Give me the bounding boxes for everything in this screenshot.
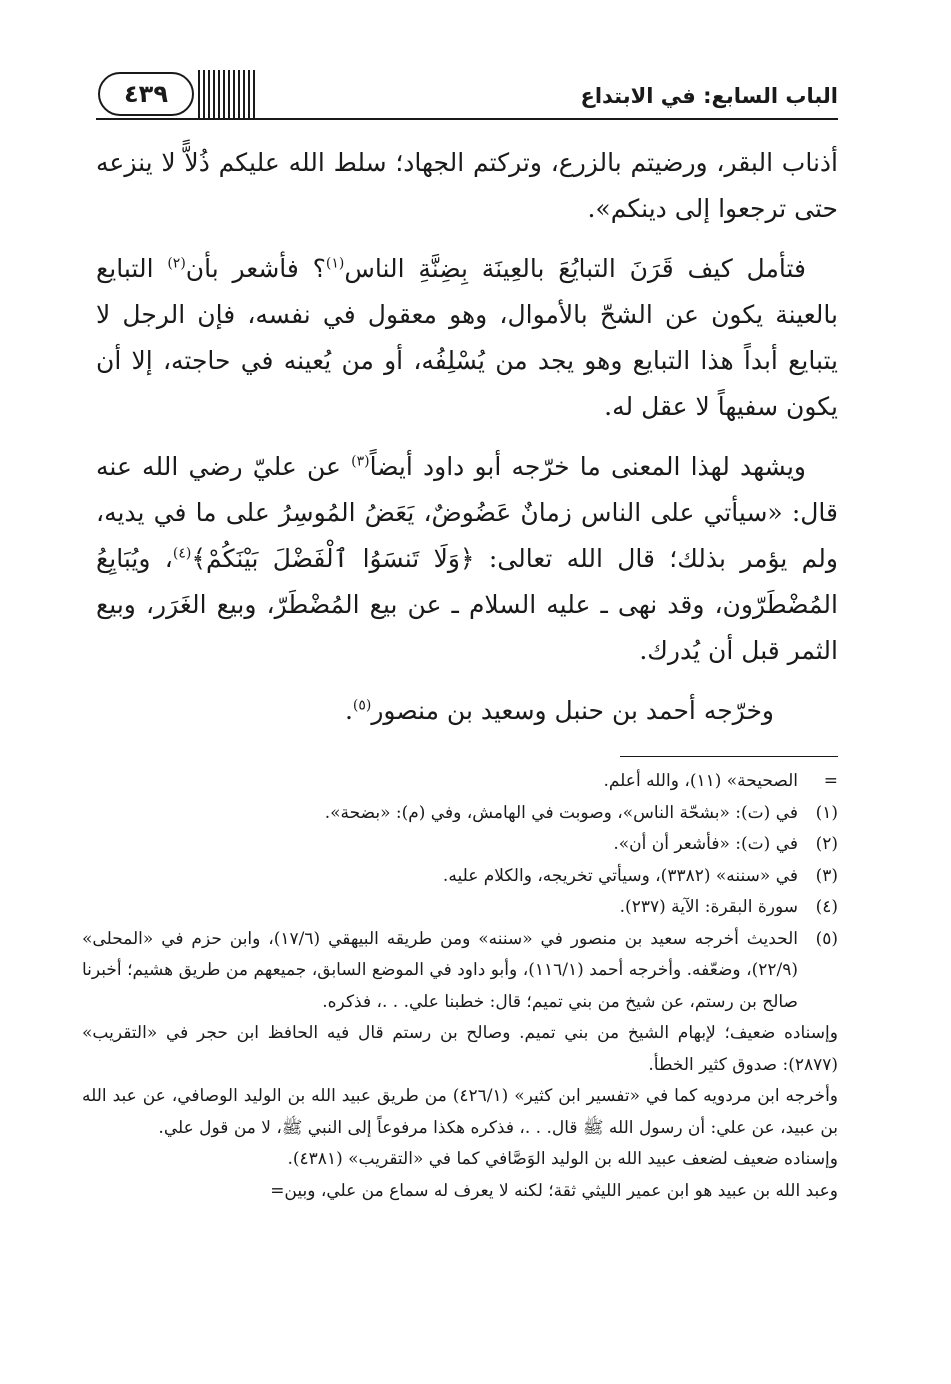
footnotes <box>82 766 838 1207</box>
footnote-ref-2: (٢) <box>167 255 186 272</box>
footnote-ref-1: (١) <box>325 255 345 272</box>
footnote-number: (١) <box>815 802 838 823</box>
paragraph-3 <box>96 444 838 674</box>
footnote-continuation-text: الصحيحة» (١١)، والله أعلم. <box>603 771 798 791</box>
footnote-continuation <box>82 766 838 798</box>
header-rule <box>96 118 838 120</box>
footnote-text: في (ت): «بشحّة الناس»، وصوبت في الهامش، وفي (م): «بضحة». <box>324 802 798 823</box>
footnote-text: الحديث أخرجه سعيد بن منصور في «سننه» ومن طريقه البيهقي (١٧/٦)، وابن حزم في «المحلى» (٢٢/٩)، وضعّفه. وأخرجه أحمد (١١٦/١)، وأبو داود في الموضع السابق، جميعهم من طريق هشيم؛ أخبرنا صالح بن رستم، عن شيخ من بني تميم؛ قال: خطبنا علي. . .، فذكره. <box>82 928 798 1012</box>
footnote-text: في «سننه» (٣٣٨٢)، وسيأتي تخريجه، والكلام عليه. <box>442 865 798 886</box>
paragraph-3-part-b: عن عليّ رضي الله عنه قال: «سيأتي على الناس زمانٌ عَضُوضٌ، يَعَضُ المُوسِرُ على ما في يديه، ولم يؤمر بذلك؛ قال الله تعالى: ﴿وَلَا تَنسَوُا ٱلْفَضْلَ بَيْنَكُمْ﴾ <box>96 452 838 573</box>
footnote-continuation-marker: = <box>823 771 838 791</box>
paragraph-2 <box>96 246 838 430</box>
footnote-paragraph: وإسناده ضعيف لضعف عبيد الله بن الوليد الوَصَّافي كما في «التقريب» (٤٣٨١). <box>287 1149 838 1169</box>
paragraph-3-part-c: ، ويُبَايِعُ المُضْطَرّون، وقد نهى ـ عليه السلام ـ عن بيع المُضْطَرّ، وبيع الغَرَر، وبيع الثمر قبل أن يُدرك. <box>96 544 838 665</box>
paragraph-1: أذناب البقر، ورضيتم بالزرع، وتركتم الجهاد؛ سلط الله عليكم ذُلاًّ لا ينزعه حتى ترجعوا إلى دينكم». <box>96 148 838 223</box>
paragraph-4 <box>96 688 838 734</box>
page-number-ornament <box>198 70 256 118</box>
footnote-number: (٣) <box>815 865 838 886</box>
footnote-number: (٤) <box>815 897 838 917</box>
page-number: ٤٣٩ <box>98 72 194 116</box>
footnote-number: (٢) <box>815 834 838 854</box>
footnote-item <box>82 829 838 861</box>
footnote-rule <box>620 756 838 757</box>
footnote-paragraph: وأخرجه ابن مردويه كما في «تفسير ابن كثير» (٤٢٦/١) من طريق عبيد الله بن الوليد الوصافي، عن عبد الله بن عبيد، عن علي: أن رسول الله ﷺ قال. . .، فذكره هكذا مرفوعاً إلى النبي ﷺ، لا من قول علي. <box>82 1086 838 1138</box>
footnote-item <box>82 798 838 830</box>
footnote-text: في (ت): «فأشعر أن أن». <box>613 834 798 854</box>
paragraph-4-part-a: وخرّجه أحمد بن حنبل وسعيد بن منصور <box>371 696 774 725</box>
footnote-number: (٥) <box>815 928 838 949</box>
footnote-item <box>82 861 838 893</box>
footnote-ref-5: (٥) <box>352 697 372 714</box>
paragraph-4-part-b: . <box>344 696 353 725</box>
footnote-item <box>82 892 838 924</box>
main-text <box>96 140 838 748</box>
footnote-item <box>82 924 838 1019</box>
paragraph-2-part-c: التبايع بالعينة يكون عن الشحّ بالأموال، وهو معقول في نفسه، فإن الرجل لا يتبايع أبداً هذا التبايع وهو يجد من يُسْلِفُه، أو من يُعينه في حاجته، إلا أن يكون سفيهاً لا عقل له. <box>96 254 838 421</box>
footnote-text: سورة البقرة: الآية (٢٣٧). <box>619 897 798 917</box>
paragraph-2-part-a: فتأمل كيف قَرَنَ التبايُعَ بالعِينَة بِضِنَّةِ الناس <box>344 254 806 283</box>
footnote-paragraph: وعبد الله بن عبيد هو ابن عمير الليثي ثقة؛ لكنه لا يعرف له سماع من علي، وبين= <box>270 1180 838 1201</box>
paragraph-3-part-a: ويشهد لهذا المعنى ما خرّجه أبو داود أيضاً <box>369 452 806 481</box>
footnote-ref-3: (٣) <box>351 453 370 470</box>
running-head: الباب السابع: في الابتداع <box>580 84 838 108</box>
page-header <box>96 62 838 122</box>
footnote-paragraph: وإسناده ضعيف؛ لإبهام الشيخ من بني تميم. وصالح بن رستم قال فيه الحافظ ابن حجر في «التقريب» (٢٨٧٧): صدوق كثير الخطأ. <box>82 1023 838 1075</box>
paragraph-2-part-b: ؟ فأشعر بأن <box>185 254 326 283</box>
footnote-ref-4: (٤) <box>172 545 192 562</box>
